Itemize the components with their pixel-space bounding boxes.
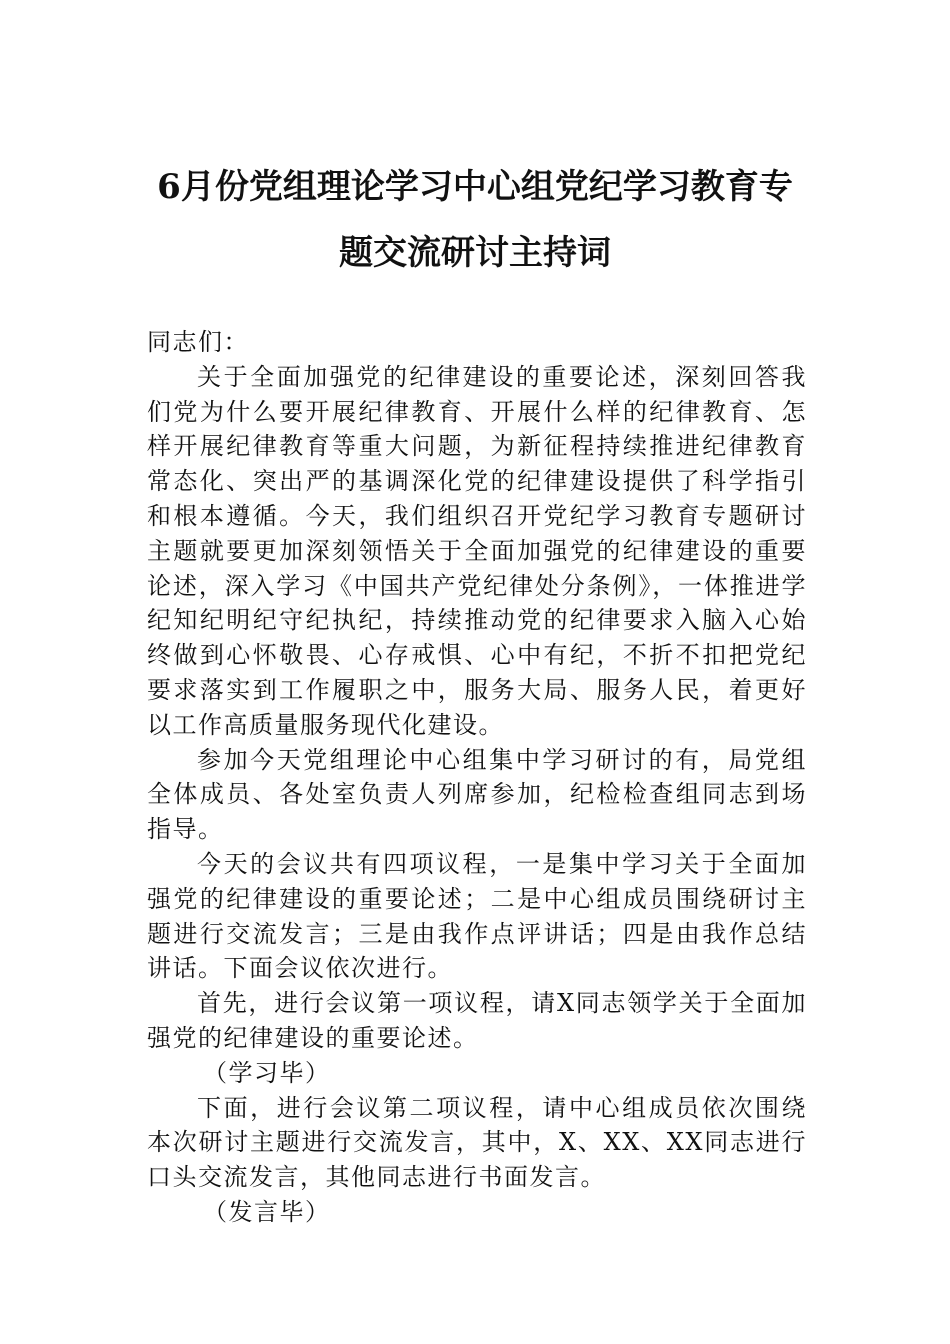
aside-note-2: （发言毕） [203,1197,331,1226]
title-line-2: 题交流研讨主持词 [339,233,611,273]
document-body [147,325,807,1230]
paragraph-5: 下面，进行会议第二项议程，请中心组成员依次围绕本次研讨主题进行交流发言，其中，X、XX、XX同志进行口头交流发言，其他同志进行书面发言。 [147,1093,807,1192]
paragraph-1: 关于全面加强党的纪律建设的重要论述，深刻回答我们党为什么要开展纪律教育、开展什么样的纪律教育、怎样开展纪律教育等重大问题，为新征程持续推进纪律教育常态化、突出严的基调深化党的纪律建设提供了科学指引和根本遵循。今天，我们组织召开党纪学习教育专题研讨主题就要更加深刻领悟关于全面加强党的纪律建设的重要论述，深入学习《中国共产党纪律处分条例》，一体推进学纪知纪明纪守纪执纪，持续推动党的纪律要求入脑入心始终做到心怀敬畏、心存戒惧、心中有纪，不折不扣把党纪要求落实到工作履职之中，服务大局、服务人民，着更好以工作高质量服务现代化建设。 [147,362,807,739]
page-title [130,154,820,286]
aside-note-1: （学习毕） [203,1058,331,1087]
salutation: 同志们： [147,328,249,356]
title-line-1: 6月份党组理论学习中心组党纪学习教育专 [157,167,793,207]
paragraph-2: 参加今天党组理论中心组集中学习研讨的有，局党组全体成员、各处室负责人列席参加，纪检检查组同志到场指导。 [147,745,807,844]
paragraph-3: 今天的会议共有四项议程，一是集中学习关于全面加强党的纪律建设的重要论述；二是中心组成员围绕研讨主题进行交流发言；三是由我作点评讲话；四是由我作总结讲话。下面会议依次进行。 [147,849,807,983]
paragraph-4: 首先，进行会议第一项议程，请X同志领学关于全面加强党的纪律建设的重要论述。 [147,989,807,1052]
